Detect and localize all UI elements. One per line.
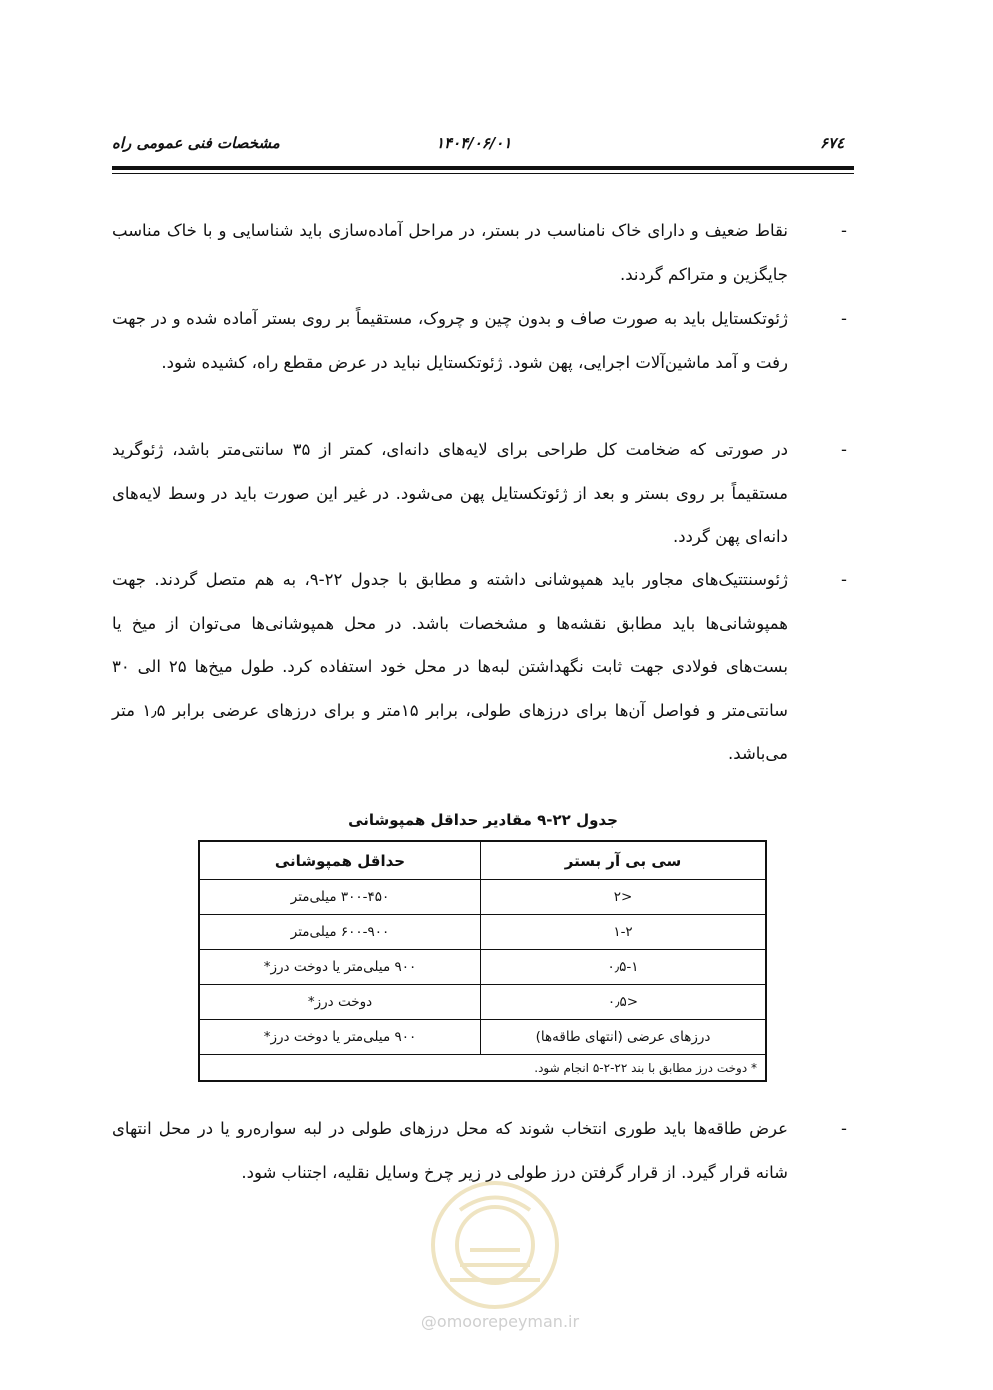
- header-rule-thin: [112, 173, 854, 174]
- table-footnote-row: [199, 1055, 766, 1082]
- table-row: [199, 950, 766, 985]
- list-item-text: عرض طاقه‌ها باید طوری انتخاب شوند که محل درزهای طولی در لبه سواره‌رو یا در محل انتهای شانه قرار گیرد. از قرار گرفتن درز طولی در زیر چرخ وسایل نقلیه، اجتناب شود.: [112, 1119, 788, 1182]
- bullet-dash: -: [841, 1119, 847, 1138]
- cbr-cell: ۱-۲: [481, 915, 767, 950]
- watermark-text: @omoorepeyman.ir: [420, 1312, 580, 1331]
- header-rule-thick: [112, 166, 854, 170]
- header-title: مشخصات فنی عمومی راه: [112, 134, 280, 152]
- table-row: [199, 915, 766, 950]
- list-item: [112, 558, 854, 776]
- table-row: [199, 880, 766, 915]
- table-row: [199, 1020, 766, 1055]
- list-item: [112, 297, 854, 384]
- gear-emblem-icon: [390, 1170, 600, 1315]
- table-header-row: [199, 841, 766, 880]
- bullet-dash: -: [841, 309, 847, 328]
- list-item: [112, 209, 854, 296]
- cbr-cell: درزهای عرضی (انتهای طاقه‌ها): [481, 1020, 767, 1055]
- list-item-text: ژئوتکستایل باید به صورت صاف و بدون چین و چروک، مستقیماً بر روی بستر آماده شده و در جهت رفت و آمد ماشین‌آلات اجرایی، پهن شود. ژئوتکستایل نباید در عرض مقطع راه، کشیده شود.: [112, 309, 788, 372]
- overlap-cell: ۶۰۰-۹۰۰ میلی‌متر: [199, 915, 481, 950]
- list-item: [112, 428, 854, 559]
- overlap-cell: ۹۰۰ میلی‌متر یا دوخت درز*: [199, 1020, 481, 1055]
- list-item-text: ژئوسنتتیک‌های مجاور باید همپوشانی داشته و مطابق با جدول ۲۲-۹، به هم متصل گردند. جهت همپوشانی‌ها باید مطابق نقشه‌ها و مشخصات باشد. در محل همپوشانی‌ها می‌توان از میخ یا بست‌های فولادی جهت ثابت نگهداشتن لبه‌ها در محل خود استفاده کرد. طول میخ‌ها ۲۵ الی ۳۰ سانتی‌متر و فواصل آن‌ها برای درزهای طولی، برابر ۱۵متر و برای درزهای عرضی برابر ۱٫۵ متر می‌باشد.: [112, 570, 789, 763]
- header-date: ۱۴۰۴/۰۶/۰۱: [436, 134, 512, 152]
- cbr-cell: <۲: [481, 880, 767, 915]
- cbr-cell: ۰٫۵-۱: [481, 950, 767, 985]
- column-header-min-overlap: حداقل همپوشانی: [199, 841, 481, 880]
- table-footnote: * دوخت درز مطابق با بند ۲۲-۲-۵ انجام شود.: [199, 1055, 766, 1082]
- list-item-text: در صورتی که ضخامت کل طراحی برای لایه‌های دانه‌ای، کمتر از ۳۵ سانتی‌متر باشد، ژئوگرید مستقیماً بر روی بستر و بعد از ژئوتکستایل پهن می‌شود. در غیر این صورت باید در وسط لایه‌های دانه‌ای پهن گردد.: [112, 440, 789, 546]
- column-header-cbr: سی بی آر بستر: [481, 841, 767, 880]
- overlap-cell: ۹۰۰ میلی‌متر یا دوخت درز*: [199, 950, 481, 985]
- table-row: [199, 985, 766, 1020]
- bullet-dash: -: [841, 440, 847, 459]
- bullet-dash: -: [841, 221, 847, 240]
- overlap-table: [198, 840, 767, 1082]
- bullet-dash: -: [841, 570, 847, 589]
- cbr-cell: <۰٫۵: [481, 985, 767, 1020]
- list-item-text: نقاط ضعیف و دارای خاک نامناسب در بستر، در مراحل آماده‌سازی باید شناسایی و با خاک مناسب جایگزین و متراکم گردند.: [112, 221, 788, 284]
- table-caption: جدول ۲۲-۹ مقادیر حداقل همپوشانی: [348, 811, 618, 829]
- page-number: ۶۷٤: [820, 134, 845, 152]
- overlap-cell: دوخت درز*: [199, 985, 481, 1020]
- overlap-cell: ۳۰۰-۴۵۰ میلی‌متر: [199, 880, 481, 915]
